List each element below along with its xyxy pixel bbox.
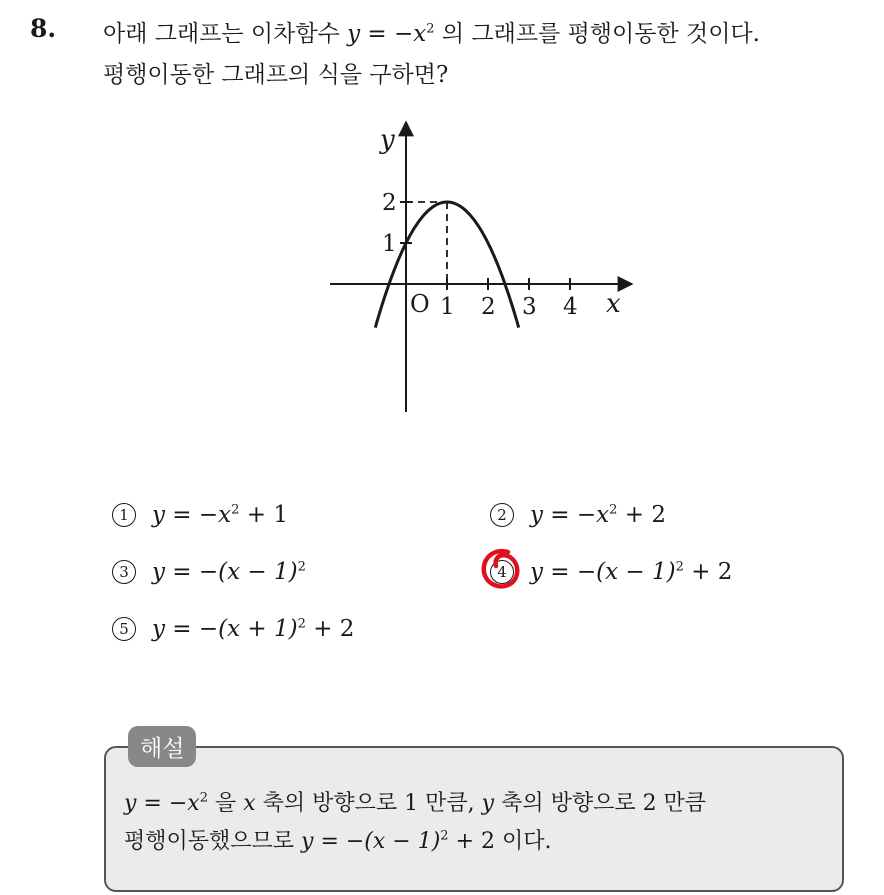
y-tick-label-1: 1 (382, 231, 397, 257)
y-ticks (382, 190, 412, 257)
choice-3[interactable]: 3 $y = -(x - 1)^2$ (112, 559, 306, 585)
choice-2[interactable]: 2 $y = -x^2 + 2$ (490, 502, 666, 528)
question-line-2: 평행이동한 그래프의 식을 구하면? (103, 62, 449, 88)
origin-label: O (410, 290, 430, 318)
explanation-box (104, 746, 844, 892)
question-number: 8. (30, 14, 57, 43)
question-text-a: 아래 그래프는 이차함수 (103, 21, 340, 47)
parabola-graph (310, 110, 650, 430)
choice-5[interactable]: 5 $y = -(x + 1)^2 + 2$ (112, 616, 354, 642)
x-tick-label-1: 1 (440, 294, 455, 320)
x-tick-label-3: 3 (522, 294, 537, 320)
choice-1[interactable]: 1 $y = -x^2 + 1$ (112, 502, 288, 528)
question-math: $y = -x^2$ (347, 21, 435, 47)
question-text-b: 의 그래프를 평행이동한 것이다. (441, 21, 760, 47)
explanation-line-2: 평행이동했으므로 $y = -(x - 1)^2 + 2$ 이다. (124, 828, 552, 854)
explanation-line-1: $y = -x^2$ 을 x 축의 방향으로 1 만큼, y 축의 방향으로 2 만큼 (124, 790, 707, 816)
explanation-tag: 해설 (128, 726, 196, 767)
choice-4[interactable]: 4 $y = -(x - 1)^2 + 2$ (490, 559, 732, 585)
y-tick-label-2: 2 (382, 190, 397, 216)
question-line-1 (103, 15, 760, 48)
y-axis-label: y (380, 125, 395, 155)
answer-circle-mark (478, 546, 524, 592)
x-tick-label-2: 2 (481, 294, 496, 320)
x-axis-label: x (606, 289, 621, 319)
x-tick-label-4: 4 (563, 294, 578, 320)
